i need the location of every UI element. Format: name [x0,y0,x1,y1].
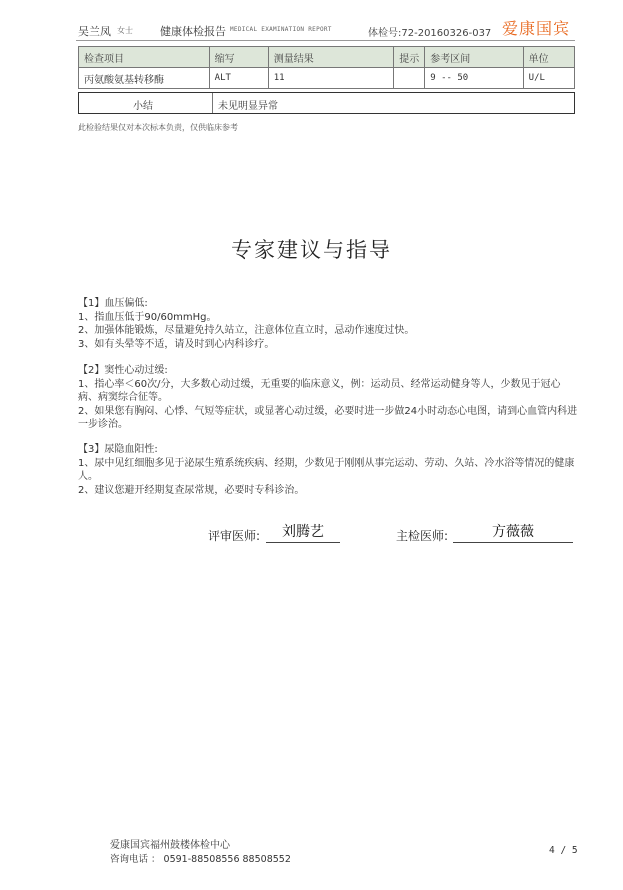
summary-divider [212,93,213,113]
footer-center-name: 爱康国宾福州鼓楼体检中心 [110,840,230,851]
table-row [79,68,575,89]
summary-label: 小结 [133,101,153,112]
cell-item: 丙氨酸氨基转移酶 [79,68,210,89]
report-title: 健康体检报告 [160,25,226,38]
section-heading: 【3】尿隐血阳性: [78,444,158,455]
advice-line: 3、如有头晕等不适，请及时到心内科诊疗。 [78,338,275,350]
report-title-en: MEDICAL EXAMINATION REPORT [230,26,332,33]
column-header: 测量结果 [268,47,394,68]
patient-gender: 女士 [117,26,133,35]
patient-name: 吴兰凤 [78,25,111,38]
chief-label: 主检医师: [396,529,449,543]
result-table [78,46,575,89]
summary-row [78,92,575,114]
chief-signature: 方薇薇 [492,524,534,540]
table-header-row [79,47,575,68]
brand-logo: 爱康国宾 [502,19,571,38]
exam-number: 体检号:72-20160326-037 [368,28,492,39]
page-number: 4 / 5 [549,845,578,856]
reviewer-label: 评审医师: [208,529,261,543]
column-header: 缩写 [209,47,268,68]
reviewer-signature: 刘腾艺 [282,524,324,540]
column-header: 单位 [523,47,574,68]
header-divider [76,40,575,41]
advice-line: 2、建议您避开经期复查尿常规，必要时专科诊治。 [78,484,305,496]
section-heading: 【1】血压偏低: [78,298,148,309]
column-header: 参考区间 [425,47,523,68]
reviewer-signature-line [266,542,340,543]
advice-line: 1、尿中见红细胞多见于泌尿生殖系统疾病、经期，少数见于刚刚从事完运动、劳动、久站、冷水浴等情况的健康人。 [78,457,575,482]
advice-section-3 [78,443,578,497]
section-heading: 【2】窦性心动过缓: [78,365,168,376]
cell-abbr: ALT [209,68,268,89]
advice-section-2 [78,364,578,432]
advice-title: 专家建议与指导 [231,238,392,262]
advice-line: 1、指血压低于90/60mmHg。 [78,311,217,323]
column-header: 检查项目 [79,47,210,68]
advice-section-1 [78,297,578,351]
summary-value: 未见明显异常 [218,101,278,112]
column-header: 提示 [394,47,425,68]
footer-phone: 咨询电话 ： 0591-88508556 88508552 [110,854,291,865]
advice-line: 1、指心率＜60次/分，大多数心动过缓，无重要的临床意义，例：运动员、经常运动健身等人，少数见于冠心病、病窦综合征等。 [78,378,561,403]
advice-line: 2、如果您有胸闷、心悸、气短等症状，或显著心动过缓，必要时进一步做24小时动态心电图，请到心血管内科进一步诊治。 [78,405,578,430]
cell-result: 11 [268,68,394,89]
cell-unit: U/L [523,68,574,89]
disclaimer: 此检验结果仅对本次标本负责，仅供临床参考 [78,123,238,132]
chief-signature-line [453,542,573,543]
cell-hint [394,68,425,89]
cell-range: 9 -- 50 [425,68,523,89]
advice-line: 2、加强体能锻炼，尽量避免持久站立，注意体位直立时，忌动作速度过快。 [78,325,415,336]
